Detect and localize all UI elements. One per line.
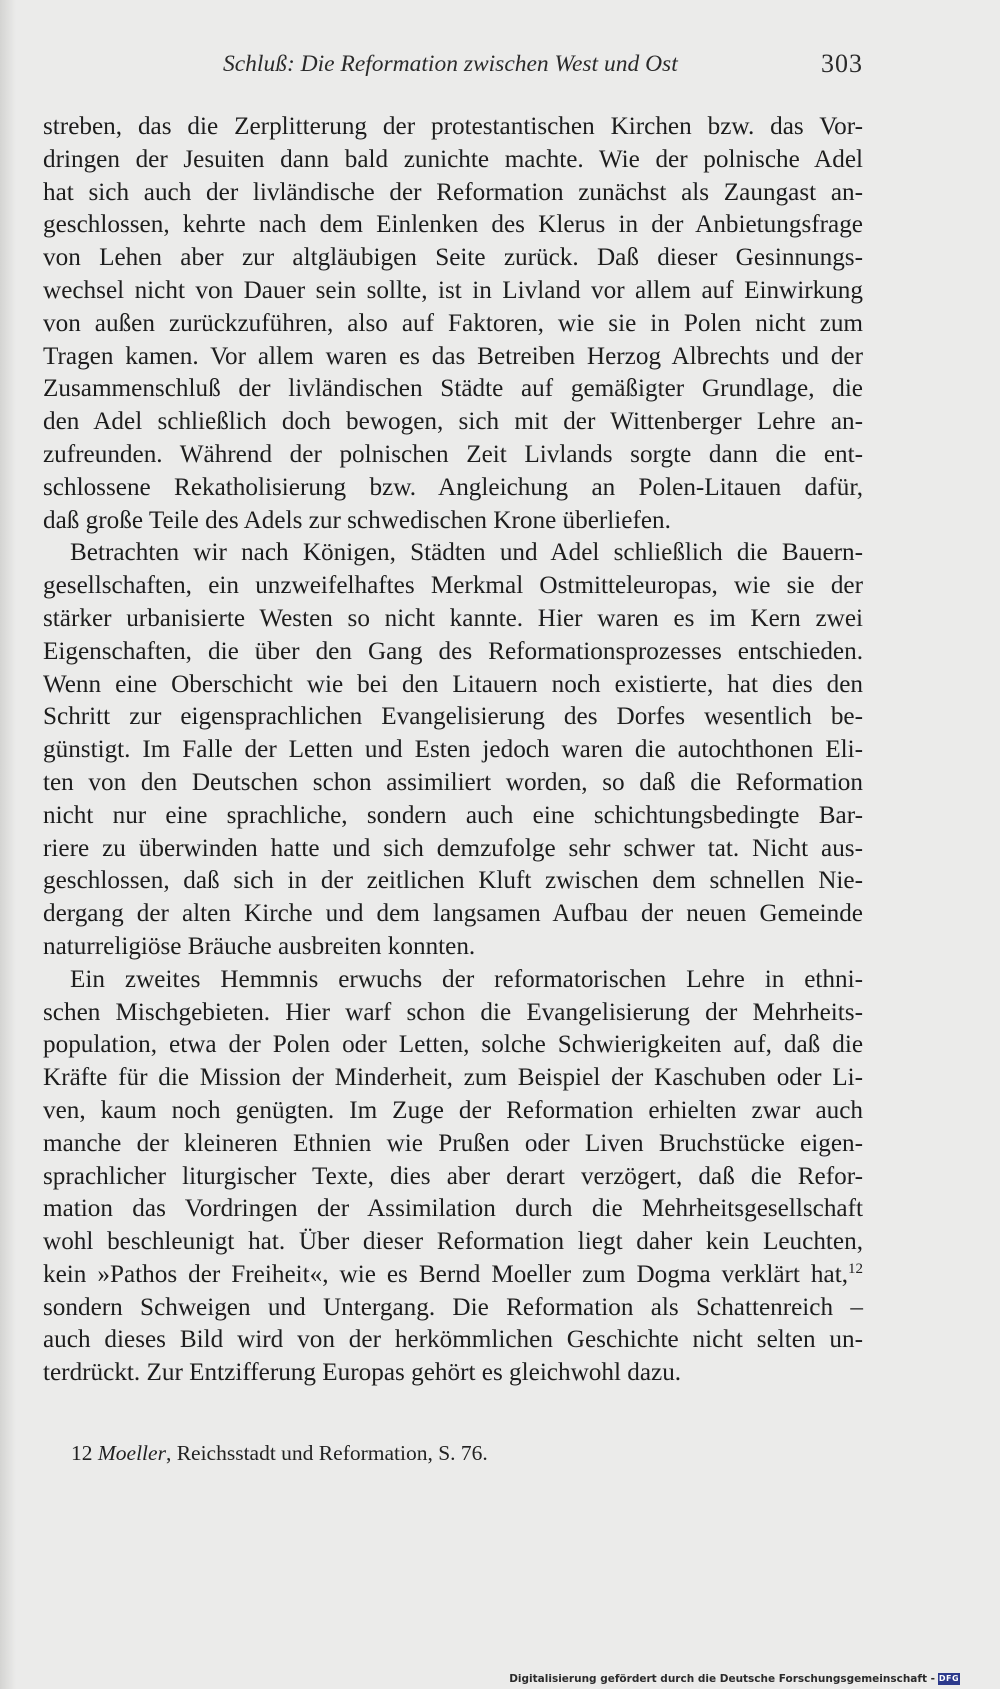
digitization-footer [509, 1673, 960, 1685]
text-line-segment: kein »Pathos der Freiheit«, wie es Bernd Moeller zum Dogma verklärt hat, [43, 1260, 848, 1288]
text-line: Kräfte für die Mission der Minderheit, zum Beispiel der Kaschuben oder Li- [43, 1064, 863, 1092]
text-line: von Lehen aber zur altgläubigen Seite zurück. Daß dieser Gesinnungs- [43, 244, 863, 272]
text-line: nicht nur eine sprachliche, sondern auch eine schichtungsbedingte Bar- [43, 801, 863, 829]
text-line: günstigt. Im Falle der Letten und Esten jedoch waren die autochthonen Eli- [43, 736, 863, 764]
text-line: sprachlicher liturgischer Texte, dies aber derart verzögert, daß die Refor- [43, 1162, 863, 1190]
text-line: geschlossen, kehrte nach dem Einlenken des Klerus in der Anbietungsfrage [43, 211, 863, 239]
text-line: den Adel schließlich doch bewogen, sich mit der Wittenberger Lehre an- [43, 408, 863, 436]
text-line: hat sich auch der livländische der Reformation zunächst als Zaungast an- [43, 178, 863, 206]
footer-text: Digitalisierung gefördert durch die Deutsche Forschungsgemeinschaft - [509, 1673, 935, 1685]
text-line: auch dieses Bild wird von der herkömmlichen Geschichte nicht selten un- [43, 1326, 863, 1354]
running-head-title: Schluß: Die Reformation zwischen West und Ost [223, 51, 678, 77]
dfg-logo-icon: DFG [938, 1674, 960, 1683]
text-line: geschlossen, daß sich in der zeitlichen Kluft zwischen dem schnellen Nie- [43, 867, 863, 895]
footnote [71, 1441, 488, 1466]
footnote-marker[interactable]: 12 [848, 1260, 863, 1277]
text-line: wechsel nicht von Dauer sein sollte, ist in Livland vor allem auf Einwirkung [43, 276, 863, 304]
text-line: naturreligiöse Bräuche ausbreiten konnten. [43, 932, 476, 960]
text-line: Wenn eine Oberschicht wie bei den Litauern noch existierte, hat dies den [43, 670, 863, 698]
text-line: sondern Schweigen und Untergang. Die Reformation als Schattenreich – [43, 1293, 863, 1321]
text-line: von außen zurückzuführen, also auf Faktoren, wie sie in Polen nicht zum [43, 309, 863, 337]
text-line: riere zu überwinden hatte und sich demzufolge sehr schwer tat. Nicht aus- [43, 834, 863, 862]
text-line: schlossene Rekatholisierung bzw. Angleichung an Polen-Litauen dafür, [43, 473, 863, 501]
text-line: Betrachten wir nach Königen, Städten und Adel schließlich die Bauern- [70, 539, 863, 567]
text-line: dergang der alten Kirche und dem langsamen Aufbau der neuen Gemeinde [43, 900, 863, 928]
text-line: manche der kleineren Ethnien wie Prußen oder Liven Bruchstücke eigen- [43, 1129, 863, 1157]
text-line: stärker urbanisierte Westen so nicht kannte. Hier waren es im Kern zwei [43, 604, 863, 632]
footnote-author: Moeller [97, 1441, 166, 1465]
text-line: population, etwa der Polen oder Letten, solche Schwierigkeiten auf, daß die [43, 1031, 863, 1059]
body-text [43, 111, 863, 1390]
text-line: gesellschaften, ein unzweifelhaftes Merkmal Ostmitteleuropas, wie sie der [43, 572, 863, 600]
text-line: daß große Teile des Adels zur schwedischen Krone überliefen. [43, 506, 671, 534]
footnote-number: 12 [71, 1441, 93, 1465]
text-line: Schritt zur eigensprachlichen Evangelisierung des Dorfes wesentlich be- [43, 703, 863, 731]
page-number: 303 [821, 49, 863, 78]
text-line: ven, kaum noch genügten. Im Zuge der Reformation erhielten zwar auch [43, 1096, 863, 1124]
text-line: zufreunden. Während der polnischen Zeit Livlands sorgte dann die ent- [43, 440, 863, 468]
text-line: Eigenschaften, die über den Gang des Reformationsprozesses entschieden. [43, 637, 863, 665]
text-line-with-footnote-ref [43, 1259, 863, 1292]
text-line: wohl beschleunigt hat. Über dieser Reformation liegt daher kein Leuchten, [43, 1228, 863, 1256]
text-line: Ein zweites Hemmnis erwuchs der reformatorischen Lehre in ethni- [70, 965, 863, 993]
text-line: terdrückt. Zur Entzifferung Europas gehört es gleichwohl dazu. [43, 1359, 682, 1387]
page-edge-shadow [0, 0, 16, 1689]
text-line: dringen der Jesuiten dann bald zunichte machte. Wie der polnische Adel [43, 145, 863, 173]
running-header [43, 47, 863, 87]
text-line: Tragen kamen. Vor allem waren es das Betreiben Herzog Albrechts und der [43, 342, 863, 370]
footnote-text: , Reichsstadt und Reformation, S. 76. [165, 1441, 488, 1465]
text-line: streben, das die Zerplitterung der protestantischen Kirchen bzw. das Vor- [43, 113, 863, 140]
text-line: mation das Vordringen der Assimilation durch die Mehrheitsgesellschaft [43, 1195, 863, 1223]
text-line: schen Mischgebieten. Hier warf schon die Evangelisierung der Mehrheits- [43, 998, 863, 1026]
text-line: ten von den Deutschen schon assimiliert worden, so daß die Reformation [43, 768, 863, 796]
text-line: Zusammenschluß der livländischen Städte auf gemäßigter Grundlage, die [43, 375, 863, 403]
